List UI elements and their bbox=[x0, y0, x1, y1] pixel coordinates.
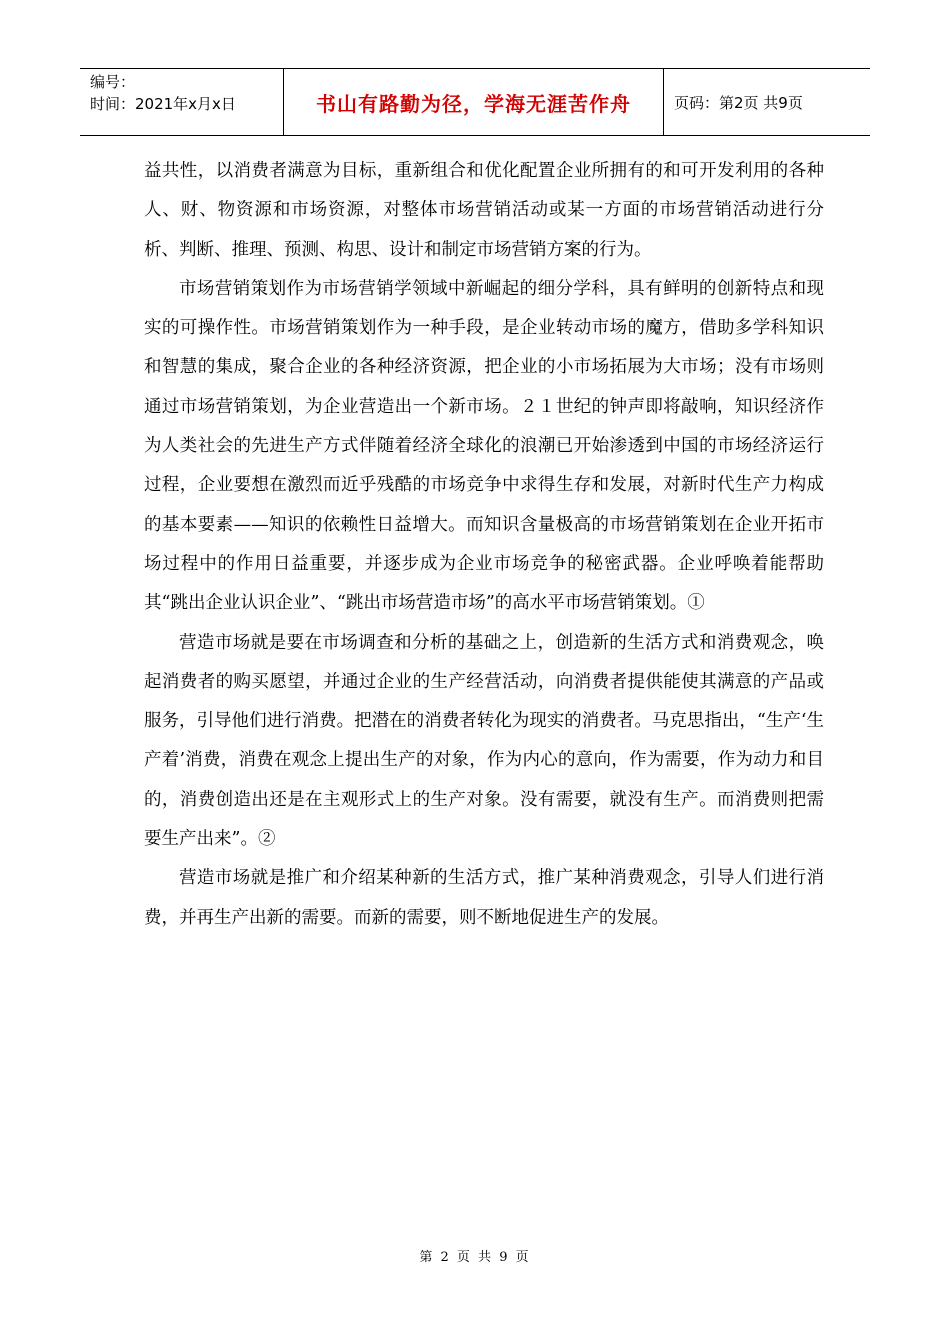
header-page-info: 页码：第2页 共9页 bbox=[674, 93, 803, 112]
paragraph-continuation: 益共性，以消费者满意为目标，重新组合和优化配置企业所拥有的和可开发利用的各种人、财、物资源和市场资源，对整体市场营销活动或某一方面的市场营销活动进行分析、判断、推理、预测、构思、设计和制定市场营销方案的行为。 bbox=[144, 161, 824, 260]
document-time-label: 时间：2021年x月x日 bbox=[90, 95, 236, 113]
paragraph: 营造市场就是推广和介绍某种新的生活方式，推广某种消费观念，引导人们进行消费，并再生产出新的需要。而新的需要，则不断地促进生产的发展。 bbox=[144, 868, 824, 928]
header-meta-cell bbox=[80, 69, 284, 135]
paragraph: 营造市场就是要在市场调查和分析的基础之上，创造新的生活方式和消费观念，唤起消费者的购买愿望，并通过企业的生产经营活动，向消费者提供能使其满意的产品或服务，引导他们进行消费。把潜在的消费者转化为现实的消费者。马克思指出，“生产‘生产着’消费，消费在观念上提出生产的对象，作为内心的意向，作为需要，作为动力和目的，消费创造出还是在主观形式上的生产对象。没有需要，就没有生产。而消费则把需要生产出来”。② bbox=[144, 632, 824, 850]
document-body bbox=[144, 152, 824, 938]
header-motto: 书山有路勤为径，学海无涯苦作舟 bbox=[284, 69, 664, 135]
page-footer: 第 2 页 共 9 页 bbox=[419, 1250, 531, 1265]
document-code-label: 编号： bbox=[90, 73, 136, 91]
document-header bbox=[80, 68, 870, 136]
paragraph: 市场营销策划作为市场营销学领域中新崛起的细分学科，具有鲜明的创新特点和现实的可操作性。市场营销策划作为一种手段，是企业转动市场的魔方，借助多学科知识和智慧的集成，聚合企业的各种经济资源，把企业的小市场拓展为大市场；没有市场则通过市场营销策划，为企业营造出一个新市场。２１世纪的钟声即将敲响，知识经济作为人类社会的先进生产方式伴随着经济全球化的浪潮已开始渗透到中国的市场经济运行过程，企业要想在激烈而近乎残酷的市场竞争中求得生存和发展，对新时代生产力构成的基本要素——知识的依赖性日益增大。而知识含量极高的市场营销策划在企业开拓市场过程中的作用日益重要，并逐步成为企业市场竞争的秘密武器。企业呼唤着能帮助其“跳出企业认识企业”、“跳出市场营造市场”的高水平市场营销策划。① bbox=[144, 278, 824, 614]
